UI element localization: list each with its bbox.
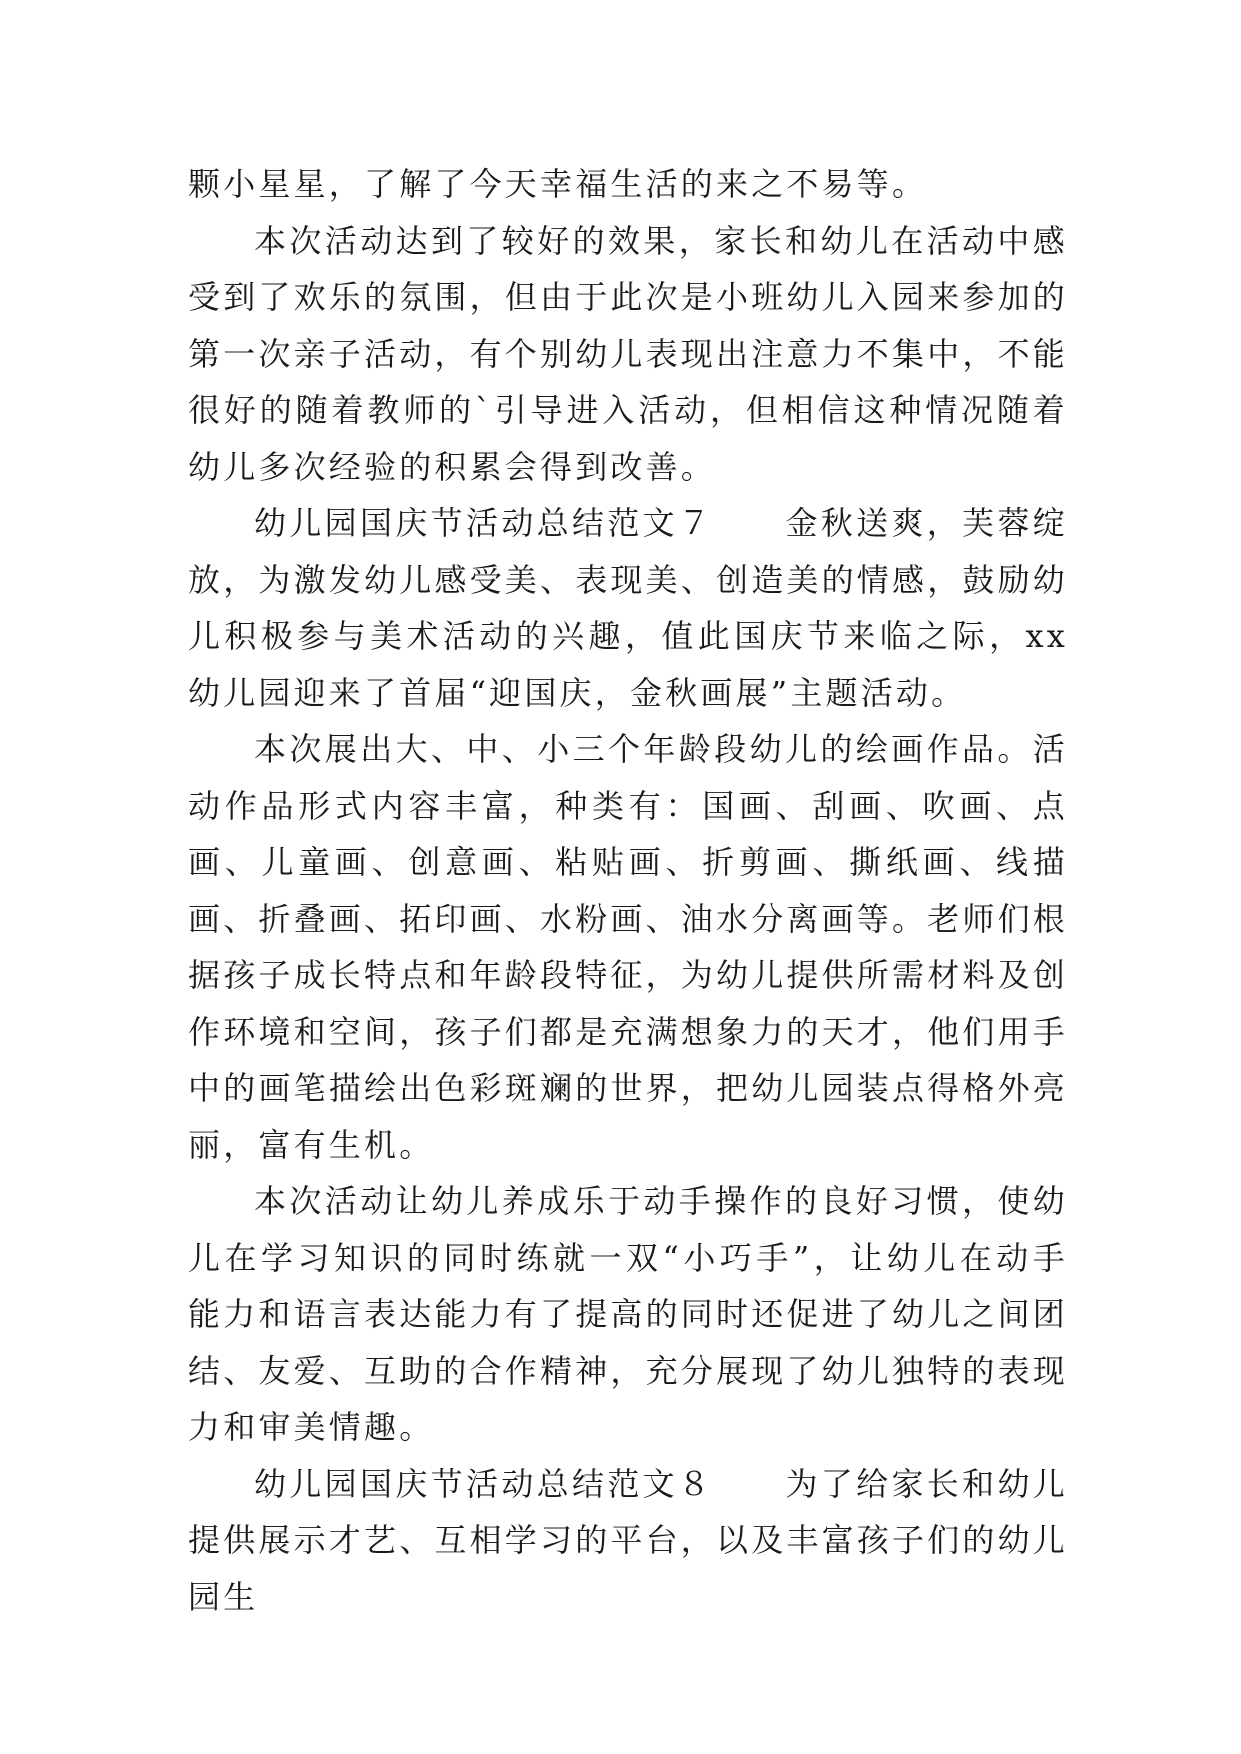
- paragraph-activity-effect: [188, 213, 1068, 496]
- paragraph-sample-8: [188, 1456, 1068, 1626]
- paragraph-text: 颗小星星，了解了今天幸福生活的来之不易等。: [188, 165, 928, 203]
- paragraph-exhibition: [188, 721, 1068, 1173]
- section-heading: 幼儿园国庆节活动总结范文７: [254, 504, 714, 542]
- paragraph-text: 本次展出大、中、小三个年龄段幼儿的绘画作品。活动作品形式内容丰富，种类有：国画、刮画、吹画、点画、儿童画、创意画、粘贴画、折剪画、撕纸画、线描画、折叠画、拓印画、水粉画、油水分离画等。老师们根据孩子成长特点和年龄段特征，为幼儿提供所需材料及创作环境和空间，孩子们都是充满想象力的天才，他们用手中的画笔描绘出色彩斑斓的世界，把幼儿园装点得格外亮丽，富有生机。: [188, 730, 1069, 1164]
- paragraph-continuation: [188, 156, 1068, 213]
- paragraph-text: 本次活动达到了较好的效果，家长和幼儿在活动中感受到了欢乐的氛围，但由于此次是小班幼儿入园来参加的第一次亲子活动，有个别幼儿表现出注意力不集中，不能很好的随着教师的`引导进入活动，但相信这种情况随着幼儿多次经验的积累会得到改善。: [188, 221, 1069, 486]
- document-body: [188, 156, 1068, 1625]
- paragraph-habits: [188, 1173, 1068, 1456]
- paragraph-text: 为了给家长和幼儿提供展示才艺、互相学习的平台，以及丰富孩子们的幼儿园生: [188, 1464, 1069, 1616]
- paragraph-text: 金秋送爽，芙蓉绽放，为激发幼儿感受美、表现美、创造美的情感，鼓励幼儿积极参与美术活动的兴趣，值此国庆节来临之际，xx幼儿园迎来了首届“迎国庆，金秋画展”主题活动。: [188, 504, 1069, 712]
- paragraph-text: 本次活动让幼儿养成乐于动手操作的良好习惯，使幼儿在学习知识的同时练就一双“小巧手”，让幼儿在动手能力和语言表达能力有了提高的同时还促进了幼儿之间团结、友爱、互助的合作精神，充分展现了幼儿独特的表现力和审美情趣。: [188, 1182, 1069, 1446]
- paragraph-sample-7: [188, 495, 1068, 721]
- section-heading: 幼儿园国庆节活动总结范文８: [254, 1464, 714, 1503]
